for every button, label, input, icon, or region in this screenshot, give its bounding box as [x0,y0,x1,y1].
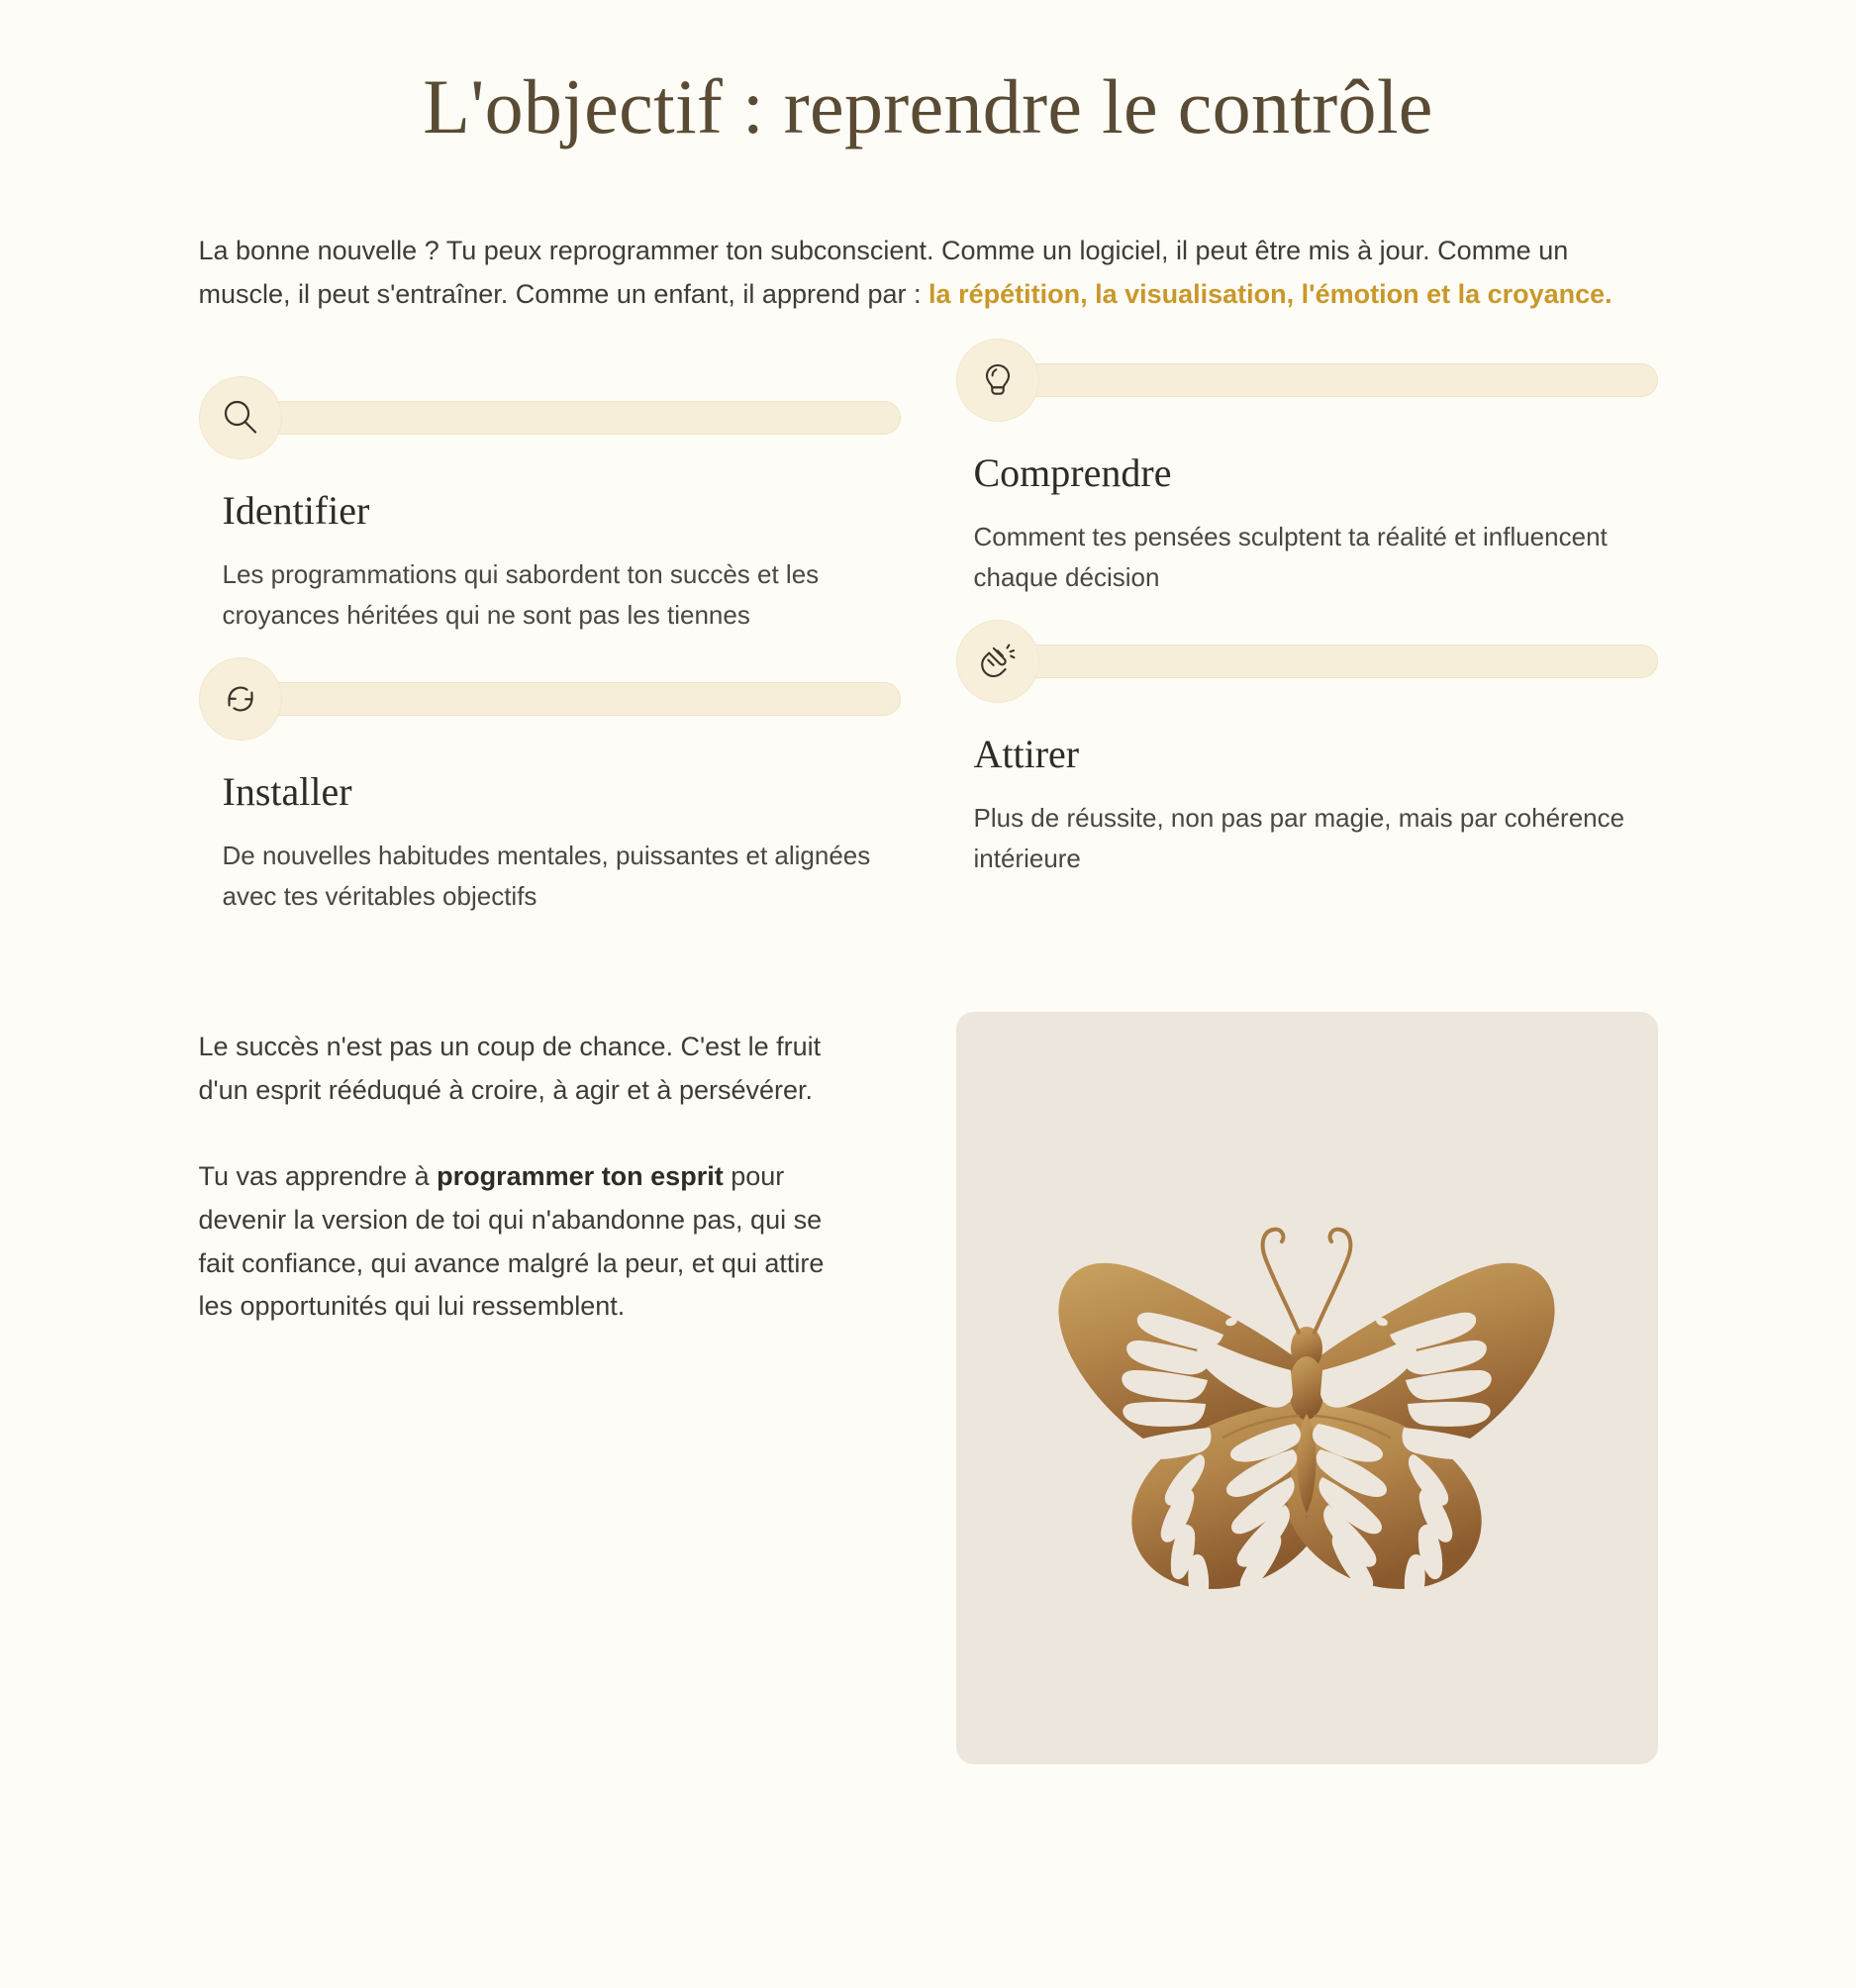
closing-text-before: Tu vas apprendre à [198,1161,438,1192]
refresh-cycle-icon [199,657,282,741]
feature-description: Plus de réussite, non pas par magie, mais par cohérence intérieure [973,802,1625,873]
feature-title: Identifier [222,487,370,533]
lightbulb-icon [956,339,1039,422]
progress-pill-bar [241,401,901,435]
page-title: L'objectif : reprendre le contrôle [423,63,1433,149]
closing-paragraph-1: Le succès n'est pas un coup de chance. C'est le fruit d'un esprit rééduqué à croire, à agir et à persévérer. [198,1031,822,1105]
progress-pill-bar [998,363,1658,397]
feature-description: Comment tes pensées sculptent ta réalité et influencent chaque décision [973,521,1608,592]
closing-text-after: pour devenir la version de toi qui n'abandonne pas, qui se fait confiance, qui avance malgré la peur, et qui attire les opportunités qui lui ressemblent. [198,1161,825,1322]
progress-pill-bar [998,645,1658,678]
progress-pill-bar [241,682,901,716]
feature-description: Les programmations qui sabordent ton succès et les croyances héritées qui ne sont pas les tiennes [222,558,820,630]
feature-title: Attirer [973,731,1080,776]
feature-title: Comprendre [973,449,1172,495]
feature-bar-row [199,372,901,463]
intro-paragraph [161,230,1696,316]
feature-card-attirer [956,606,1658,917]
search-icon [199,376,282,459]
closing-bold-text: programmer ton esprit [437,1161,724,1192]
feature-bar-row [956,616,1658,707]
feature-grid [161,362,1696,917]
bottom-section [161,1012,1696,1764]
magnet-icon [956,620,1039,703]
feature-bar-row [956,335,1658,426]
butterfly-illustration [1029,1141,1584,1636]
feature-title: Installer [222,768,352,814]
feature-card-comprendre [956,325,1658,636]
butterfly-image-panel [956,1012,1658,1764]
intro-text: La bonne nouvelle ? Tu peux reprogrammer ton subconscient. Comme un logiciel, il peut être mis à jour. Comme un muscle, il peut s'entraîner. Comme un enfant, il apprend par : [198,236,1569,309]
intro-accent-text: la répétition, la visualisation, l'émotion et la croyance. [928,278,1612,309]
feature-description: De nouvelles habitudes mentales, puissantes et alignées avec tes véritables objectifs [222,840,871,911]
closing-paragraph-2 [199,1155,832,1329]
feature-card-installer [199,644,901,917]
feature-card-identifier [199,362,901,636]
closing-text-column [199,1012,901,1329]
feature-bar-row [199,653,901,745]
